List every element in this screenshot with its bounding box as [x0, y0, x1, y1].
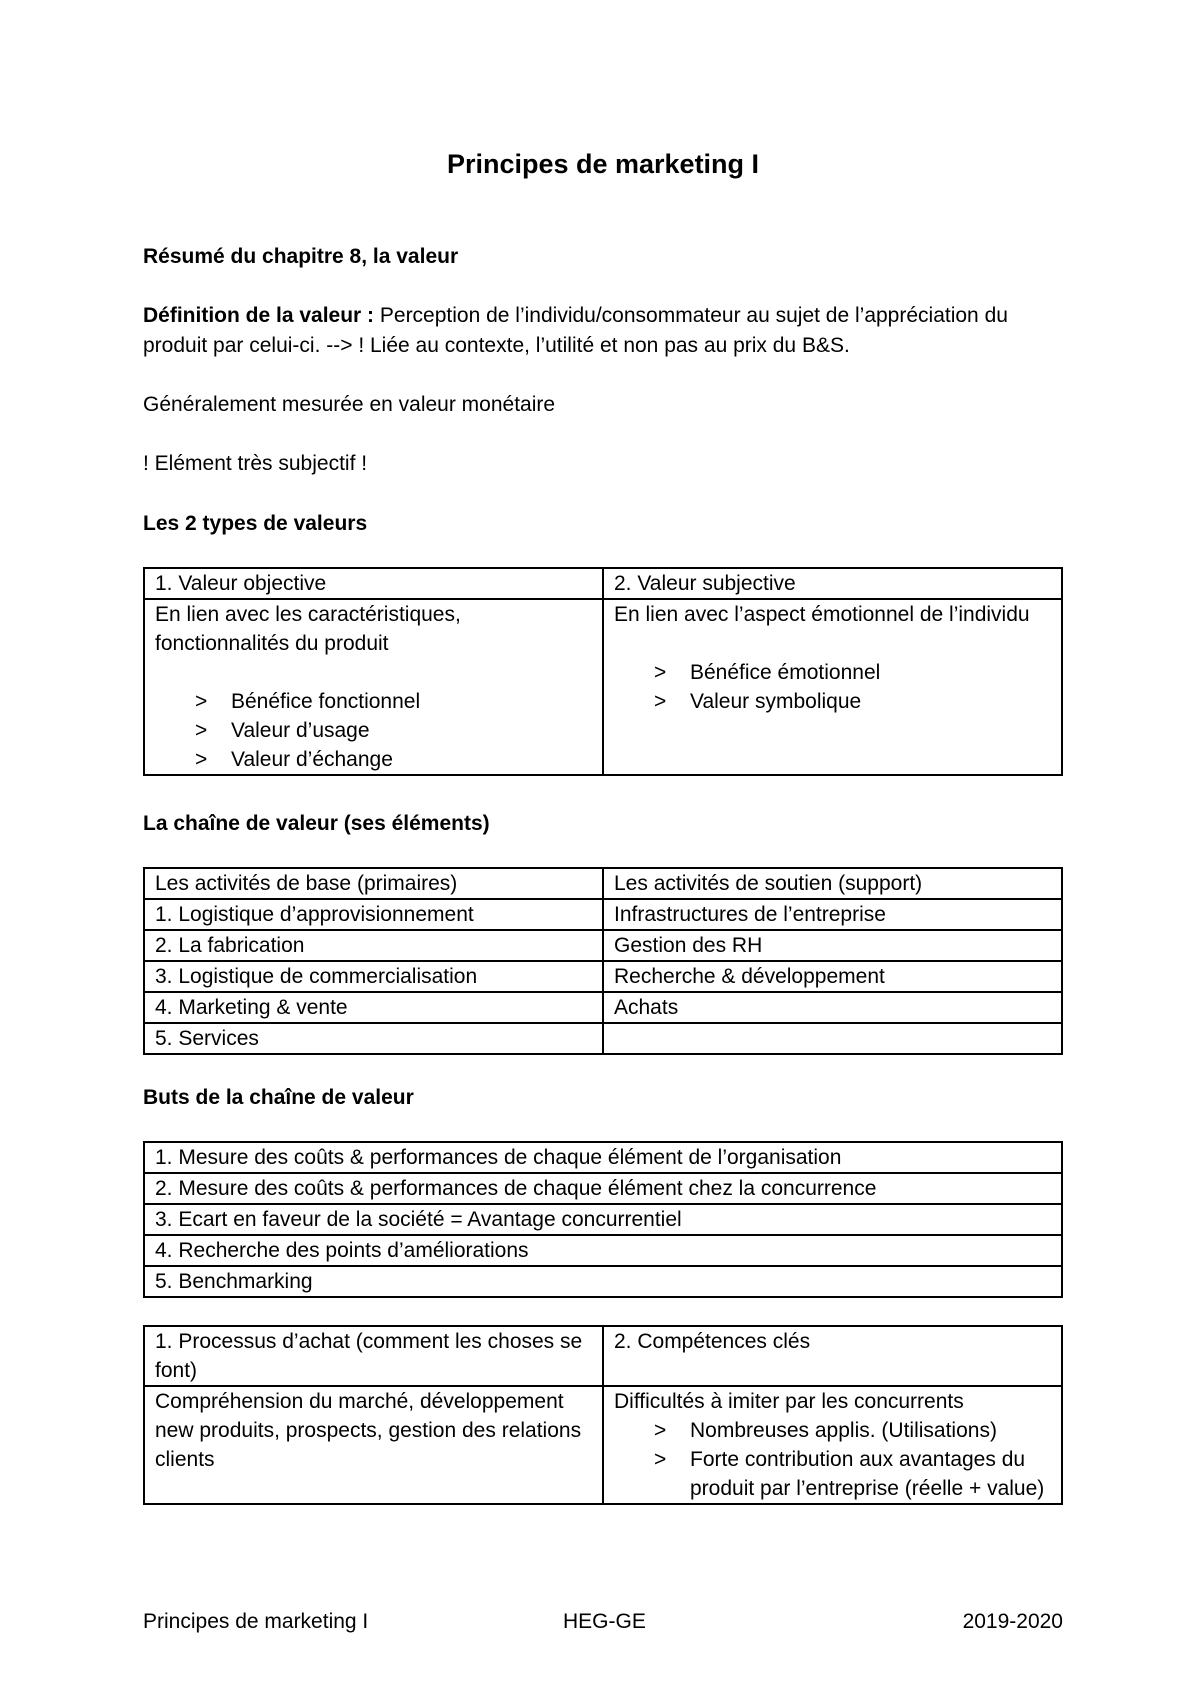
value-chain-table: [143, 867, 1063, 1055]
types-heading: Les 2 types de valeurs: [143, 512, 368, 535]
process-table-wrap: [143, 1325, 1063, 1505]
objective-value-list: [155, 687, 592, 774]
list-item: > Valeur symbolique: [654, 687, 1051, 716]
table-row: [144, 1266, 1062, 1297]
table-cell: Infrastructures de l’entreprise: [603, 899, 1062, 930]
footer-center: HEG-GE: [563, 1610, 646, 1633]
purchase-process-cell: Compréhension du marché, développement new produits, prospects, gestion des relations clients: [144, 1386, 603, 1504]
table-row: [144, 930, 1062, 961]
table-row: [144, 1173, 1062, 1204]
key-skills-cell: [603, 1386, 1062, 1504]
list-item: > Valeur d’usage: [195, 716, 592, 745]
table-cell: 4. Marketing & vente: [144, 992, 603, 1023]
table-row: [144, 961, 1062, 992]
table-row: [144, 992, 1062, 1023]
table-cell: Recherche & développement: [603, 961, 1062, 992]
table-cell: 1. Logistique d’approvisionnement: [144, 899, 603, 930]
goals-table: [143, 1141, 1063, 1298]
table-row: [144, 1204, 1062, 1235]
table-cell: 4. Recherche des points d’améliorations: [144, 1235, 1062, 1266]
goals-table-wrap: [143, 1141, 1063, 1298]
objective-value-cell: [144, 599, 603, 775]
list-item: > Nombreuses applis. (Utilisations): [654, 1416, 1051, 1445]
table-cell: 1. Mesure des coûts & performances de chaque élément de l’organisation: [144, 1142, 1062, 1173]
purchase-process-header: 1. Processus d’achat (comment les choses se font): [144, 1326, 603, 1386]
key-skills-header: 2. Compétences clés: [603, 1326, 1062, 1386]
subjective-value-header: 2. Valeur subjective: [603, 568, 1062, 599]
table-row: [144, 868, 1062, 899]
key-skills-list: [614, 1416, 1051, 1503]
table-cell: [603, 1023, 1062, 1054]
list-item: > Bénéfice émotionnel: [654, 658, 1051, 687]
goals-heading: Buts de la chaîne de valeur: [143, 1086, 414, 1109]
definition-paragraph: [143, 301, 1063, 361]
definition-text: Perception de l’individu/consommateur au sujet de l’appréciation du produit par celui-ci. --> ! Liée au contexte, l’utilité et non pas au prix du B&S.: [143, 304, 1008, 357]
process-table: [143, 1325, 1063, 1505]
subjective-value-list: [614, 658, 1051, 716]
footer-right: 2019-2020: [962, 1610, 1063, 1633]
table-row: [144, 599, 1062, 775]
table-row: [144, 1023, 1062, 1054]
support-activities-header: Les activités de soutien (support): [603, 868, 1062, 899]
list-item: > Bénéfice fonctionnel: [195, 687, 592, 716]
table-cell: Achats: [603, 992, 1062, 1023]
measured-text: Généralement mesurée en valeur monétaire: [143, 393, 556, 416]
summary-heading: Résumé du chapitre 8, la valeur: [143, 245, 459, 268]
primary-activities-header: Les activités de base (primaires): [144, 868, 603, 899]
table-cell: Gestion des RH: [603, 930, 1062, 961]
page-title: Principes de marketing I: [446, 149, 760, 179]
subjective-value-desc: En lien avec l’aspect émotionnel de l’individu: [614, 603, 1030, 626]
key-skills-desc: Difficultés à imiter par les concurrents: [614, 1390, 964, 1413]
value-types-table-wrap: [143, 567, 1063, 776]
chain-heading: La chaîne de valeur (ses éléments): [143, 812, 490, 835]
value-types-table: [143, 567, 1063, 776]
subjective-note: ! Elément très subjectif !: [143, 452, 368, 475]
list-item: > Valeur d’échange: [195, 745, 592, 774]
table-cell: 5. Benchmarking: [144, 1266, 1062, 1297]
subjective-value-cell: [603, 599, 1062, 775]
table-row: [144, 899, 1062, 930]
footer-left: Principes de marketing I: [143, 1610, 369, 1633]
table-row: [144, 1326, 1062, 1386]
definition-label: Définition de la valeur :: [143, 304, 375, 327]
table-row: [144, 1386, 1062, 1504]
table-row: [144, 1142, 1062, 1173]
table-row: [144, 568, 1062, 599]
table-row: [144, 1235, 1062, 1266]
objective-value-header: 1. Valeur objective: [144, 568, 603, 599]
value-chain-table-wrap: [143, 867, 1063, 1055]
table-cell: 3. Ecart en faveur de la société = Avantage concurrentiel: [144, 1204, 1062, 1235]
table-cell: 3. Logistique de commercialisation: [144, 961, 603, 992]
table-cell: 2. La fabrication: [144, 930, 603, 961]
table-cell: 5. Services: [144, 1023, 603, 1054]
table-cell: 2. Mesure des coûts & performances de chaque élément chez la concurrence: [144, 1173, 1062, 1204]
list-item: > Forte contribution aux avantages du produit par l’entreprise (réelle + value): [654, 1445, 1051, 1503]
objective-value-desc: En lien avec les caractéristiques, fonctionnalités du produit: [155, 603, 461, 655]
